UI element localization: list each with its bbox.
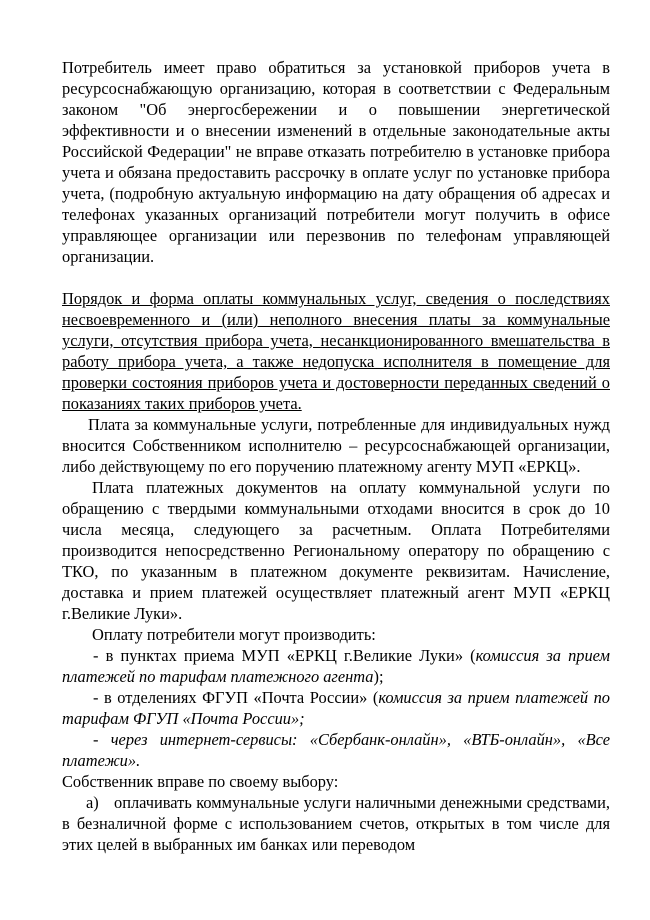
payment-method-item xyxy=(62,687,610,729)
payment-method-text: - в отделениях ФГУП «Почта России» ( xyxy=(93,688,379,707)
payment-method-text: - в пунктах приема МУП «ЕРКЦ г.Великие Луки» ( xyxy=(93,646,476,665)
payment-method-item xyxy=(62,729,610,771)
owner-choice-list xyxy=(62,792,610,855)
payment-method-tail: ); xyxy=(373,667,384,686)
payment-method-note: комиссия за прием платежей по тарифам платежного агента xyxy=(62,646,610,686)
owner-choice-item xyxy=(62,792,610,855)
owner-choice-intro: Собственник вправе по своему выбору: xyxy=(62,772,339,791)
payment-methods-intro: Оплату потребители могут производить: xyxy=(92,625,376,644)
payment-method-note: - через интернет-сервисы: «Сбербанк-онлайн», «ВТБ-онлайн», «Все платежи». xyxy=(62,730,610,770)
owner-choice-text: оплачивать коммунальные услуги наличными денежными средствами, в безналичной форме с использованием счетов, открытых в том числе для этих целей в выбранных им банках или переводом xyxy=(62,793,610,854)
paragraph-tko-payment: Плата платежных документов на оплату коммунальной услуги по обращению с твердыми коммунальными отходами вносится в срок до 10 числа месяца, следующего за расчетным. Оплата Потребителями производится непосредственно Региональному оператору по обращению с ТКО, по указанным в платежном документе реквизитам. Начисление, доставка и прием платежей осуществляет платежный агент МУП «ЕРКЦ г.Великие Луки». xyxy=(62,478,610,623)
list-marker: а) xyxy=(86,793,99,812)
payment-method-item xyxy=(62,645,610,687)
payment-method-note: комиссия за прием платежей по тарифам ФГУП «Почта России»; xyxy=(62,688,611,728)
section-heading-payment-procedure: Порядок и форма оплаты коммунальных услуг, сведения о последствиях несвоевременного и (или) неполного внесения платы за коммунальные услуги, отсутствия прибора учета, несанкционированного вмешательства в работу прибора учета, а также недопуска исполнителя в помещение для проверки состояния приборов учета и достоверности переданных сведений о показаниях таких приборов учета. xyxy=(62,289,610,413)
paragraph-meter-installation: Потребитель имеет право обратиться за установкой приборов учета в ресурсоснабжающую организацию, которая в соответствии с Федеральным законом "Об энергосбережении и о повышении энергетической эффективности и о внесении изменений в отдельные законодательные акты Российской Федерации" не вправе отказать потребителю в установке прибора учета и обязана предоставить рассрочку в оплате услуг по установке прибора учета, (подробную актуальную информацию на дату обращения об адресах и телефонах указанных организаций потребители могут получить в офисе управляющее организации или перезвонив по телефонам управляющей организации. xyxy=(62,58,610,266)
paragraph-payment-recipient: Плата за коммунальные услуги, потребленные для индивидуальных нужд вносится Собственником исполнителю – ресурсоснабжающей организации, либо действующему по его поручению платежному агенту МУП «ЕРКЦ». xyxy=(62,415,610,476)
